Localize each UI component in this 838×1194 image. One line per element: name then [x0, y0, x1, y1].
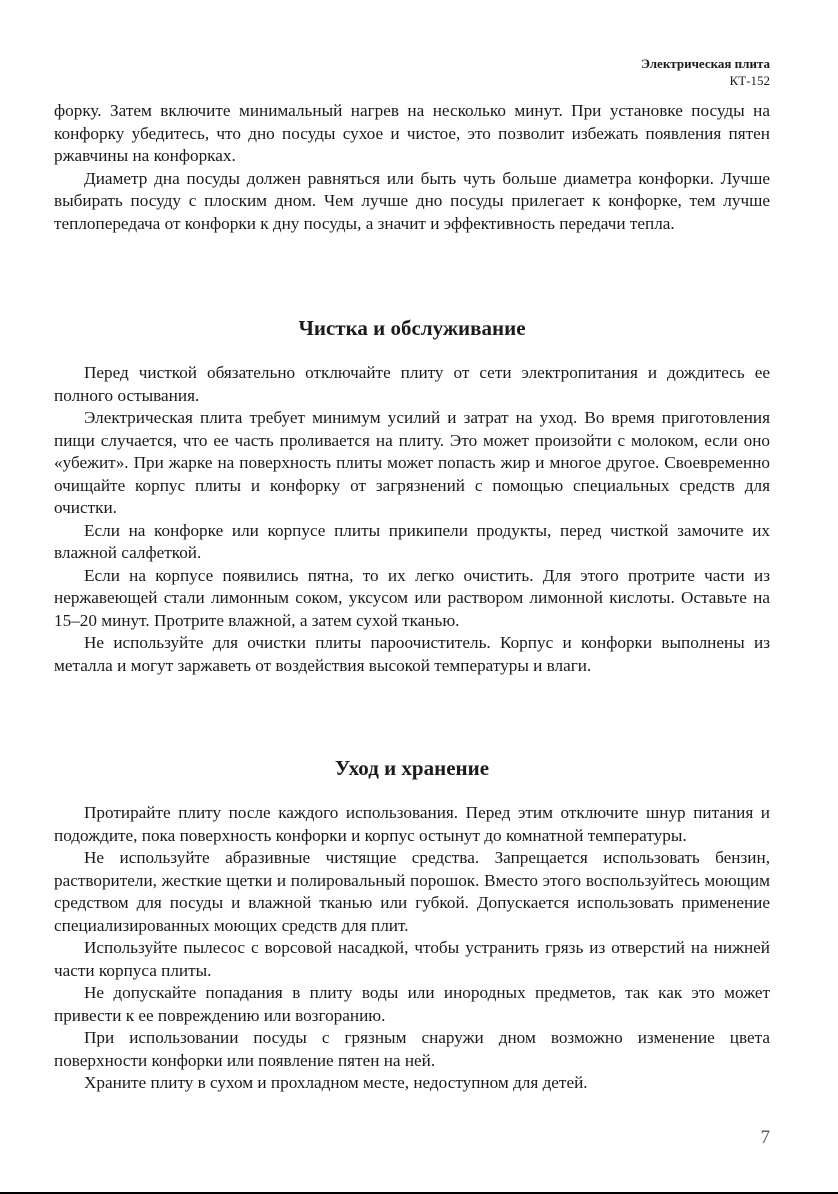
intro-section — [54, 100, 770, 235]
care-paragraph-4: Не допускайте попадания в плиту воды или инородных предметов, так как это может привести к ее повреждению или возгоранию. — [54, 983, 770, 1025]
header-product-name: Электрическая плита — [641, 56, 770, 71]
care-paragraph-5: При использовании посуды с грязным снаружи дном возможно изменение цвета поверхности конфорки или появление пятен на ней. — [54, 1028, 770, 1070]
cleaning-paragraph-2: Электрическая плита требует минимум усилий и затрат на уход. Во время приготовления пищи случается, что ее часть проливается на плиту. Это может произойти с молоком, если оно «убежит». При жарке на поверхность плиты может попасть жир и многое другое. Своевременно очищайте корпус плиты и конфорку от загрязнений с помощью специальных средств для очистки. — [54, 408, 770, 517]
care-paragraph-1: Протирайте плиту после каждого использования. Перед этим отключите шнур питания и подождите, пока поверхность конфорки и корпус остынут до комнатной температуры. — [54, 803, 770, 845]
cleaning-paragraph-4: Если на корпусе появились пятна, то их легко очистить. Для этого протрите части из нержавеющей стали лимонным соком, уксусом или раствором лимонной кислоты. Оставьте на 15–20 минут. Протрите влажной, а затем сухой тканью. — [54, 565, 770, 630]
care-paragraph-2: Не используйте абразивные чистящие средства. Запрещается использовать бензин, растворители, жесткие щетки и полировальный порошок. Вместо этого воспользуйтесь моющим средством для посуды и влажной тканью или губкой. Допускается использовать применение специализированных моющих средств для плит. — [54, 848, 770, 935]
cleaning-paragraph-3: Если на конфорке или корпусе плиты прикипели продукты, перед чисткой замочите их влажной салфеткой. — [54, 520, 770, 562]
intro-paragraph-2: Диаметр дна посуды должен равняться или быть чуть больше диаметра конфорки. Лучше выбирать посуду с плоским дном. Чем лучше дно посуды прилегает к конфорке, тем лучше теплопередача от конфорки к дну посуды, а значит и эффективность передачи тепла. — [54, 168, 770, 233]
care-paragraph-6: Храните плиту в сухом и прохладном месте, недоступном для детей. — [84, 1073, 588, 1092]
page-number: 7 — [760, 1127, 770, 1148]
cleaning-section — [54, 362, 770, 677]
care-section — [54, 802, 770, 1095]
care-paragraph-3: Используйте пылесос с ворсовой насадкой, чтобы устранить грязь из отверстий на нижней части корпуса плиты. — [54, 938, 770, 980]
header-model: КТ-152 — [729, 73, 770, 88]
cleaning-paragraph-1: Перед чисткой обязательно отключайте плиту от сети электропитания и дождитесь ее полного остывания. — [54, 363, 770, 405]
intro-paragraph-1: форку. Затем включите минимальный нагрев на несколько минут. При установке посуды на конфорку убедитесь, что дно посуды сухое и чистое, это позволит избежать появления пятен ржавчины на конфорках. — [54, 101, 770, 165]
cleaning-section-title: Чистка и обслуживание — [298, 316, 526, 340]
cleaning-paragraph-5: Не используйте для очистки плиты пароочиститель. Корпус и конфорки выполнены из металла и могут заржаветь от воздействия высокой температуры и влаги. — [54, 633, 770, 675]
care-section-title: Уход и хранение — [334, 756, 490, 780]
running-header — [641, 55, 770, 89]
